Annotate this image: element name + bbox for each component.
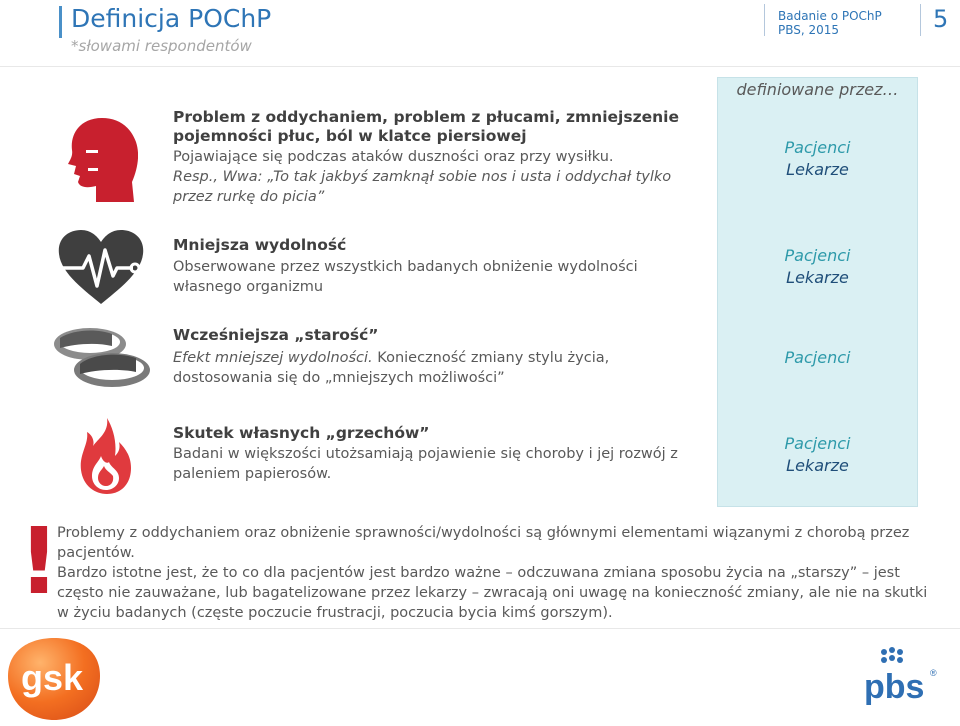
- defined-by-heading: definiowane przez…: [736, 80, 899, 99]
- page-divider: [920, 4, 921, 36]
- row2-defined-by: [717, 245, 918, 289]
- header-divider: [0, 66, 960, 67]
- summary-paragraph-1: Problemy z oddychaniem oraz obniżenie sprawności/wydolności są głównymi elementami wiązanymi z chorobą przez pacjentów.: [57, 525, 910, 561]
- row4-description: Badani w większości utożsamiają pojawienie się choroby i jej rozwój z paleniem papierosów.: [173, 446, 678, 482]
- row2-title: Mniejsza wydolność: [173, 236, 347, 254]
- heart-pulse-icon: [57, 228, 145, 306]
- row3-description-text: Konieczność zmiany stylu życia, dostosowania się do „mniejszych możliwości”: [173, 350, 610, 386]
- page-title: Definicja POChP: [71, 4, 272, 33]
- exclamation-icon: !: [18, 508, 60, 615]
- row1-title: Problem z oddychaniem, problem z płucami, zmniejszenie pojemności płuc, ból w klatce piersiowej: [173, 108, 679, 145]
- row2-description: Obserwowane przez wszystkich badanych obniżenie wydolności własnego organizmu: [173, 259, 638, 295]
- meta-divider: [764, 4, 765, 36]
- head-silhouette-icon: [66, 116, 138, 204]
- study-source: PBS, 2015: [778, 23, 840, 37]
- row3-title: Wcześniejsza „starość”: [173, 326, 379, 344]
- pbs-logo-text: pbs: [864, 668, 925, 706]
- summary-note: [57, 523, 942, 623]
- pbs-logo: [862, 646, 940, 706]
- row4-defined-by: [717, 433, 918, 477]
- footer-divider: [0, 628, 960, 629]
- summary-paragraph-2: Bardzo istotne jest, że to co dla pacjentów jest bardzo ważne – odczuwana zmiana sposobu życia na „starszy” – jest często nie zauważane, lub bagatelizowane przez lekarzy – zwracają oni uwagę na konieczność zmiany, ale nie na skutki w życiu badanych (częste poczucie frustracji, poczucia bycia kimś gorszym).: [57, 565, 928, 621]
- defined-by-patients: Pacjenci: [784, 434, 851, 453]
- row1-description-text: Pojawiające się podczas ataków duszności oraz przy wysiłku.: [173, 149, 614, 165]
- defined-by-doctors: Lekarze: [786, 456, 849, 475]
- registered-mark: ®: [930, 668, 937, 678]
- defined-by-patients: Pacjenci: [784, 246, 851, 265]
- defined-by-doctors: Lekarze: [786, 160, 849, 179]
- gsk-logo-text: gsk: [20, 657, 84, 698]
- row3-defined-by: [717, 347, 918, 369]
- gsk-logo: [0, 636, 104, 722]
- defined-by-doctors: Lekarze: [786, 268, 849, 287]
- row3-description-italic: Efekt mniejszej wydolności.: [173, 350, 373, 366]
- row1-description: [173, 147, 703, 207]
- row1-defined-by: [717, 137, 918, 181]
- page-subtitle: *słowami respondentów: [71, 37, 252, 55]
- flame-icon: [79, 416, 133, 496]
- slippers-icon: [52, 322, 152, 392]
- defined-by-patients: Pacjenci: [784, 138, 851, 157]
- study-name: Badanie o POChP: [778, 9, 882, 23]
- defined-by-patients: Pacjenci: [784, 348, 851, 367]
- page-number: 5: [933, 5, 949, 33]
- row4-title: Skutek własnych „grzechów”: [173, 424, 430, 442]
- title-accent-bar: [59, 6, 62, 38]
- row3-description: [173, 348, 703, 388]
- row1-quote: Resp., Wwa: „To tak jakbyś zamknął sobie nos i usta i oddychał tylko przez rurkę do picia”: [173, 169, 672, 205]
